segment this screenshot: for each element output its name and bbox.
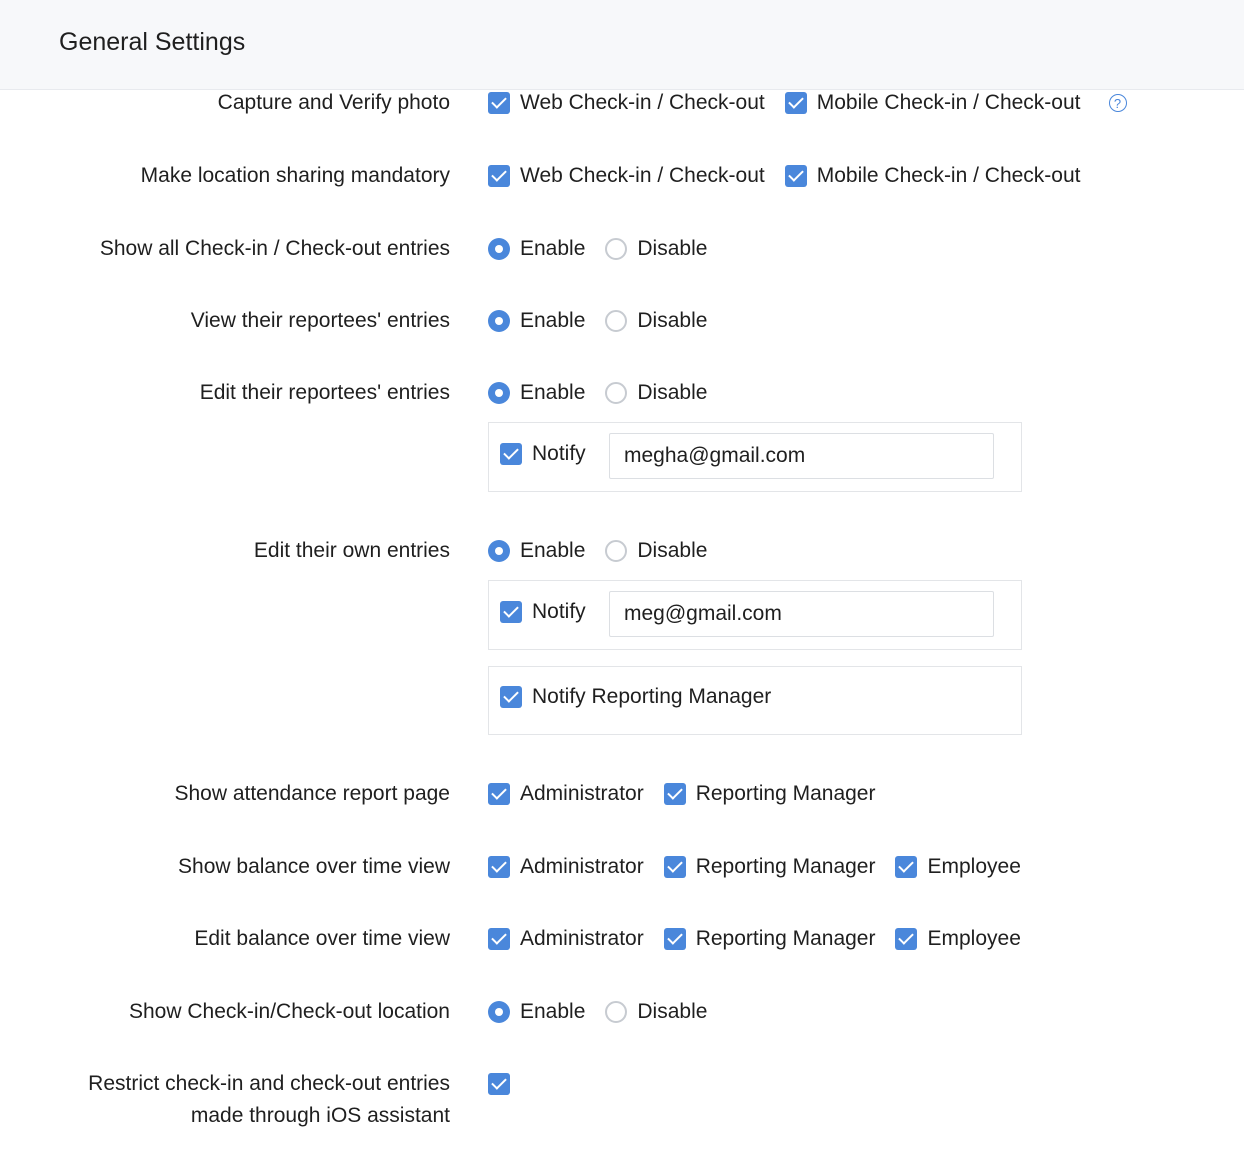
reporting-manager-checkbox[interactable] [664, 855, 876, 879]
checkbox-checked-icon[interactable] [664, 856, 686, 878]
checkbox-checked-icon[interactable] [488, 928, 510, 950]
checkbox-checked-icon[interactable] [664, 928, 686, 950]
enable-radio[interactable] [488, 237, 585, 261]
setting-label: Edit balance over time view [194, 927, 450, 950]
reporting-manager-checkbox[interactable] [664, 927, 876, 951]
setting-label: Edit their reportees' entries [199, 381, 450, 404]
option-label: Employee [927, 927, 1021, 950]
checkbox-checked-icon[interactable] [500, 686, 522, 708]
checkbox-checked-icon[interactable] [488, 1073, 510, 1095]
option-label: Mobile Check-in / Check-out [816, 91, 1081, 114]
reporting-manager-checkbox[interactable] [664, 782, 876, 806]
checkbox-checked-icon[interactable] [895, 856, 917, 878]
option-label: Web Check-in / Check-out [520, 164, 765, 187]
setting-label: Make location sharing mandatory [140, 164, 450, 187]
option-label: Disable [637, 309, 708, 332]
administrator-checkbox[interactable] [488, 855, 644, 879]
option-label: Administrator [520, 782, 644, 805]
option-label: Reporting Manager [695, 855, 876, 878]
disable-radio[interactable] [605, 1000, 707, 1024]
setting-label-line2: made through iOS assistant [190, 1104, 450, 1127]
option-label: Enable [520, 1000, 586, 1023]
option-label: Enable [520, 381, 586, 404]
radio-unselected-icon[interactable] [605, 238, 627, 260]
employee-checkbox[interactable] [895, 927, 1020, 951]
setting-label: Capture and Verify photo [217, 91, 450, 114]
checkbox-checked-icon[interactable] [785, 165, 807, 187]
option-label: Mobile Check-in / Check-out [816, 164, 1081, 187]
checkbox-checked-icon[interactable] [500, 443, 522, 465]
checkbox-checked-icon[interactable] [488, 165, 510, 187]
administrator-checkbox[interactable] [488, 927, 644, 951]
mobile-checkin-checkbox[interactable] [785, 164, 1081, 188]
restrict-ios-checkbox[interactable] [488, 1073, 510, 1095]
radio-unselected-icon[interactable] [605, 540, 627, 562]
option-label: Administrator [520, 855, 644, 878]
checkbox-checked-icon[interactable] [488, 856, 510, 878]
option-label: Notify Reporting Manager [532, 685, 772, 708]
option-label: Reporting Manager [695, 782, 876, 805]
disable-radio[interactable] [605, 539, 707, 563]
option-label: Enable [520, 237, 586, 260]
disable-radio[interactable] [605, 381, 707, 405]
notify-email-input[interactable] [609, 433, 994, 479]
page-title: General Settings [59, 28, 246, 56]
notify-box-own [488, 580, 1022, 650]
option-label: Notify [532, 442, 586, 465]
radio-selected-icon[interactable] [488, 238, 510, 260]
notify-checkbox[interactable] [500, 600, 586, 624]
option-label: Enable [520, 539, 586, 562]
radio-selected-icon[interactable] [488, 1001, 510, 1023]
disable-radio[interactable] [605, 237, 707, 261]
radio-selected-icon[interactable] [488, 310, 510, 332]
notify-manager-box [488, 666, 1022, 735]
setting-label-line1: Restrict check-in and check-out entries [88, 1072, 450, 1095]
option-label: Disable [637, 539, 708, 562]
notify-reporting-manager-checkbox[interactable] [500, 685, 771, 709]
mobile-checkin-checkbox[interactable] [785, 91, 1081, 115]
option-label: Web Check-in / Check-out [520, 91, 765, 114]
option-label: Disable [637, 381, 708, 404]
administrator-checkbox[interactable] [488, 782, 644, 806]
web-checkin-checkbox[interactable] [488, 164, 765, 188]
radio-unselected-icon[interactable] [605, 1001, 627, 1023]
notify-email-input[interactable] [609, 591, 994, 637]
disable-radio[interactable] [605, 309, 707, 333]
option-label: Employee [927, 855, 1021, 878]
enable-radio[interactable] [488, 1000, 585, 1024]
radio-selected-icon[interactable] [488, 540, 510, 562]
notify-box-reportees [488, 422, 1022, 492]
setting-label: Show all Check-in / Check-out entries [99, 237, 450, 260]
checkbox-checked-icon[interactable] [488, 783, 510, 805]
setting-label: Show balance over time view [178, 855, 450, 878]
enable-radio[interactable] [488, 381, 585, 405]
web-checkin-checkbox[interactable] [488, 91, 765, 115]
option-label: Reporting Manager [695, 927, 876, 950]
help-icon[interactable]: ? [1109, 94, 1127, 112]
page-header [0, 0, 1244, 90]
option-label: Administrator [520, 927, 644, 950]
setting-label: View their reportees' entries [190, 309, 450, 332]
setting-label: Show attendance report page [174, 782, 450, 805]
setting-label: Show Check-in/Check-out location [129, 1000, 450, 1023]
enable-radio[interactable] [488, 309, 585, 333]
radio-unselected-icon[interactable] [605, 310, 627, 332]
radio-selected-icon[interactable] [488, 382, 510, 404]
radio-unselected-icon[interactable] [605, 382, 627, 404]
option-label: Disable [637, 1000, 708, 1023]
employee-checkbox[interactable] [895, 855, 1020, 879]
checkbox-checked-icon[interactable] [500, 601, 522, 623]
setting-label [30, 1068, 450, 1132]
notify-checkbox[interactable] [500, 442, 586, 466]
option-label: Disable [637, 237, 708, 260]
checkbox-checked-icon[interactable] [895, 928, 917, 950]
enable-radio[interactable] [488, 539, 585, 563]
checkbox-checked-icon[interactable] [488, 92, 510, 114]
option-label: Enable [520, 309, 586, 332]
setting-label: Edit their own entries [253, 539, 450, 562]
checkbox-checked-icon[interactable] [785, 92, 807, 114]
option-label: Notify [532, 600, 586, 623]
checkbox-checked-icon[interactable] [664, 783, 686, 805]
